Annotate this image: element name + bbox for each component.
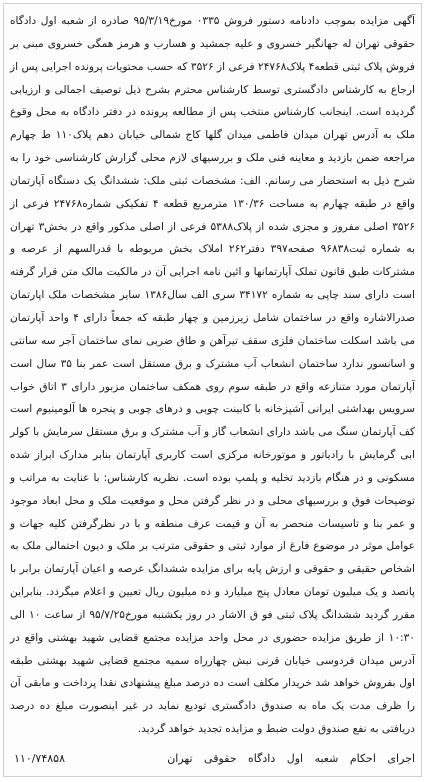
- notice-body-text: آگهی مزایده بموجب دادنامه دستور فروش ۰۳۳۵ مورخ۹۵/۳/۱۹ صادره از شعبه اول دادگاه حقوقی تهران له جهانگیر خسروی و علیه جمشید و هسارب و هرمز همگی خسروی مبنی بر فروش پلاک ثبتی قطعه۴ پلاک۲۴۷۶۸ فرعی از ۳۵۲۶ که حسب محتویات پرونده اجرایی پس از ارجاع به کارشناس دادگستری توسط کارشناس محترم بشرح ذیل توصیف اجمالی و ارزیابی گردیده است. اینجانب کارشناس منتخب پس از مطالعه پرونده در دفتر دادگاه به محل وقوع ملک به آدرس تهران میدان فاطمی میدان گلها کاج شمالی خیابان دهم پلاک۱۱۰ ط چهارم مراجعه ضمن بازدید و معاینه فنی ملک و بررسیهای لازم محلی گزارش کارشناسی خود را به شرح ذیل به استحضار می رسانم. الف: مشخصات ثبتی ملک: ششدانگ یک دستگاه آپارتمان واقع در طبقه چهارم به مساحت ۱۳۰/۳۶ مترمربع قطعه ۴ تفکیکی شماره۲۴۷۶۸ فرعی از ۳۵۲۶ اصلی مفروز و مجزی شده از پلاک۵۳۸۸ فرعی از اصلی مذکور واقع در بخش۳ تهران به شماره ثبت۹۶۸۳۸ صفحه۳۹۷ دفتر۲۶۲ املاک بخش مربوطه با قدرالسهم از عرصه و مشترکات طبق قانون تملک آپارتمانها و ائین نامه اجرایی آن در مالکیت مالک متن قرار گرفته است دارای سند چاپی به شماره ۳۴۱۷۲ سری الف سال۱۳۸۶ سایر مشخصات ملک اپارتمان صدرالاشاره واقع در ساختمان شامل زیرزمین و چهار طبقه که جمعاً دارای ۴ واحد آپارتمان می باشد اسکلت ساختمان فلزی سقف تیرآهن و طاق ضربی نمای ساختمان آجر سه سانتی و اسانسور ندارد ساختمان انشعاب آب مشترک و برق مستقل است عمر بنا ۳۵ سال است آپارتمان مورد متنازعه واقع در طبقه سوم روی همکف ساختمان مزبور دارای ۳ اتاق خواب سرویس بهداشتی ایرانی آشپزخانه با کابینت چوبی و درهای چوبی و پنجره ها آلومینیوم است کف آپارتمان سنگ می باشد دارای انشعاب گاز و آب مشترک و برق مستقل سرمایش با کولر ابی گرمایش با رادیاتور و موتورخانه مرکزی است کاربری آپارتمان بنابر مدارک ابراز شده مسکونی و در هنگام بازدید تخلیه و پلمپ بوده است. نظریه کارشناس: با عنایت به مراتب و توضیحات فوق و بررسیهای محلی و در نظر گرفتن محل و موقعیت ملک و محل ابعاد موجود و عمر بنا و تاسیسات منحصر به آن و قیمت عرف منطقه و با در نظرگرفتن کلیه جهات و عوامل موثر در موضوع فارغ از موارد ثبتی و حقوقی مترتب بر ملک و دیون احتمالی ملک به اشخاص حقیقی و حقوقی و ارزش پایه برای مزایده ششدانگ عرصه و اعیان آپارتمان برابر با پانصد و یک میلیون تومان معادل پنج میلیارد و ده میلیون ریال تعیین و اعلام میگردد. بنابراین مقرر گردید ششدانگ پلاک ثبتی فو ق الاشار در روز یکشنبه مورخ۹۵/۷/۲۵ از ساعت ۱۰ الی ۱۰:۳۰ از طریق مزایده حضوری در محل واحد مزایده مجتمع قضایی شهید بهشتی واقع در آدرس میدان فردوسی خیابان قرنی نبش چهارراه سمیه مجتمع قضایی شهید بهشتی طبقه اول بفروش خواهد شد خریدار مکلف است ده درصد مبلغ پیشنهادی نقدا پرداخت و مابقی آن را ظرف مدت یک ماه به صندوق دادگستری تودیع نماید در غیر اینصورت مبلغ ده درصد دریافتی به نفع صندوق دولت ضبط و مزایده تجدید خواهد گردید.: [10, 15, 416, 736]
- auction-notice: [3, 3, 422, 777]
- issuer-signature: اجرای احکام شعبه اول دادگاه حقوقی تهران: [167, 752, 415, 765]
- notice-code: ۱۱۰/۷۴۸۵۸: [14, 752, 65, 765]
- notice-footer: [10, 750, 415, 768]
